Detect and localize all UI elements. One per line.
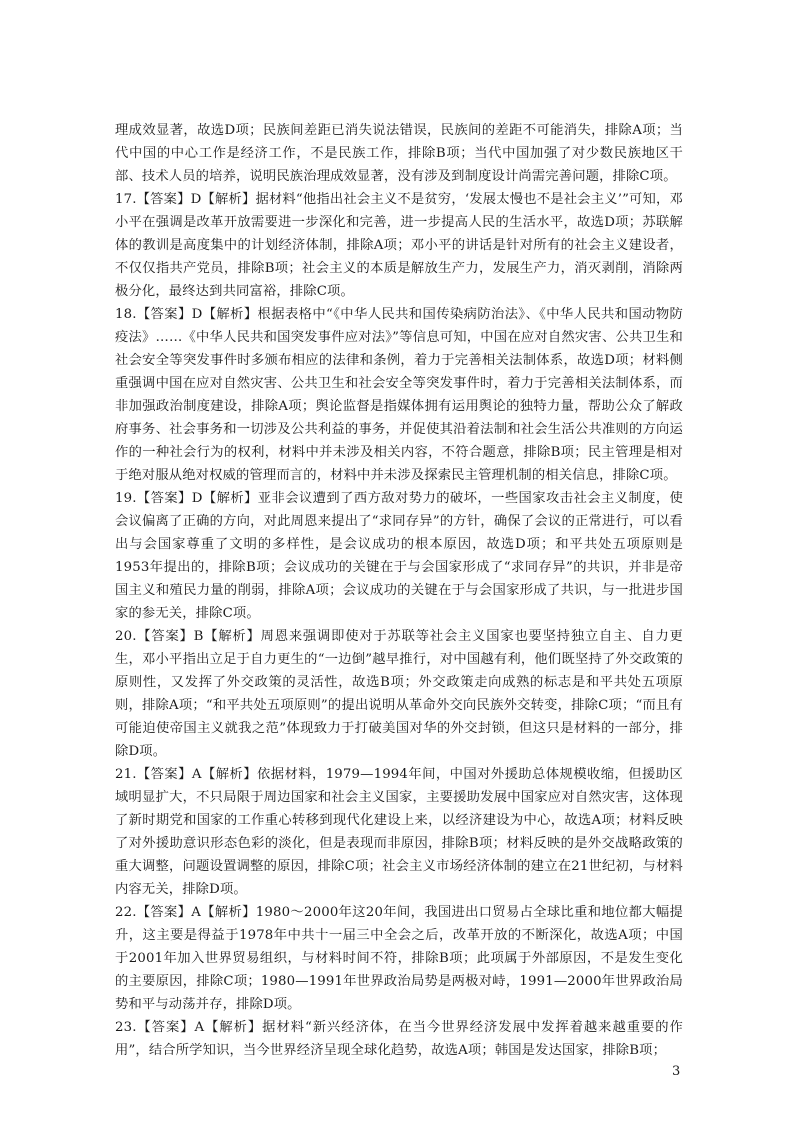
paragraph-19: 19.【答案】D【解析】亚非会议遭到了西方敌对势力的破坏，一些国家攻击社会主义制度，使会议偏离了正确的方向，对此周恩来提出了“求同存异”的方针，确保了会议的正常进行，可以看出与会国家尊重了文明的多样性，是会议成功的根本原因，故选D项；和平共处五项原则是1953年提出的，排除B项；会议成功的关键在于与会国家形成了“求同存异”的共识，并非是帝国主义和殖民力量的削弱，排除A项；会议成功的关键在于与会国家形成了共识，与一批进步国家的参无关，排除C项。 (115, 491, 683, 621)
paragraph-23: 23.【答案】A【解析】据材料“新兴经济体，在当今世界经济发展中发挥着越来越重要的作用”，结合所学知识，当今世界经济呈现全球化趋势，故选A项；韩国是发达国家，排除B项； (115, 1020, 683, 1058)
paragraph-21: 21.【答案】A【解析】依据材料，1979—1994年间，中国对外援助总体规模收缩，但援助区域明显扩大，不只局限于周边国家和社会主义国家，主要援助发展中国家应对自然灾害，这体现了新时期党和国家的工作重心转移到现代化建设上来，以经济建设为中心，故选A项；材料反映了对外援助意识形态色彩的淡化，但是表现而非原因，排除B项；材料反映的是外交战略政策的重大调整，问题设置调整的原因，排除C项；社会主义市场经济体制的建立在21世纪初，与材料内容无关，排除D项。 (115, 767, 683, 897)
paragraph-20: 20.【答案】B【解析】周恩来强调即使对于苏联等社会主义国家也要坚持独立自主、自力更生，邓小平指出立足于自力更生的“一边倒”越早推行，对中国越有利，他们既坚持了外交政策的原则性，又发挥了外交政策的灵活性，故选B项；外交政策走向成熟的标志是和平共处五项原则，排除A项；“和平共处五项原则”的提出说明从革命外交向民族外交转变，排除C项；“而且有可能迫使帝国主义就我之范”体现致力于打破美国对华的外交封锁，但这只是材料的一部分，排除D项。 (115, 629, 683, 759)
paragraph-17: 17.【答案】D【解析】据材料“他指出社会主义不是贫穷，‘发展太慢也不是社会主义’”可知，邓小平在强调是改革开放需要进一步深化和完善，进一步提高人民的生活水平，故选D项；苏联解体的教训是高度集中的计划经济体制，排除A项；邓小平的讲话是针对所有的社会主义建设者，不仅仅指共产党员，排除B项；社会主义的本质是解放生产力，发展生产力，消灭剥削，消除两极分化，最终达到共同富裕，排除C项。 (115, 192, 683, 299)
page-number: 3 (672, 1064, 681, 1079)
answer-explanations (115, 119, 683, 1062)
paragraph-22: 22.【答案】A【解析】1980～2000年这20年间，我国进出口贸易占全球比重和地位都大幅提升，这主要是得益于1978年中共十一届三中全会之后，改革开放的不断深化，故选A项；中国于2001年加入世界贸易组织，与材料时间不符，排除B项；此项属于外部原因，不是发生变化的主要原因，排除C项；1980—1991年世界政治局势是两极对峙，1991—2000年世界政治局势和平与动荡并存，排除D项。 (115, 905, 683, 1012)
paragraph-16-continued: 理成效显著，故选D项；民族间差距已消失说法错误，民族间的差距不可能消失，排除A项；当代中国的中心工作是经济工作，不是民族工作，排除B项；当代中国加强了对少数民族地区干部、技术人员的培养，说明民族治理成效显著，没有涉及到制度设计尚需完善问题，排除C项。 (115, 123, 683, 184)
paragraph-18: 18.【答案】D【解析】根据表格中“《中华人民共和国传染病防治法》、《中华人民共和国动物防疫法》……《中华人民共和国突发事件应对法》”等信息可知，中国在应对自然灾害、公共卫生和社会安全等突发事件时多颁布相应的法律和条例，着力于完善相关法制体系，故选D项；材料侧重强调中国在应对自然灾害、公共卫生和社会安全等突发事件时，着力于完善相关法制体系，而非加强政治制度建设，排除A项；舆论监督是指媒体拥有运用舆论的独特力量，帮助公众了解政府事务、社会事务和一切涉及公共利益的事务，并促使其沿着法制和社会生活公共准则的方向运作的一种社会行为的权利，材料中并未涉及相关内容，不符合题意，排除B项；民主管理是相对于绝对服从绝对权威的管理而言的，材料中并未涉及探索民主管理机制的相关信息，排除C项。 (115, 307, 683, 483)
